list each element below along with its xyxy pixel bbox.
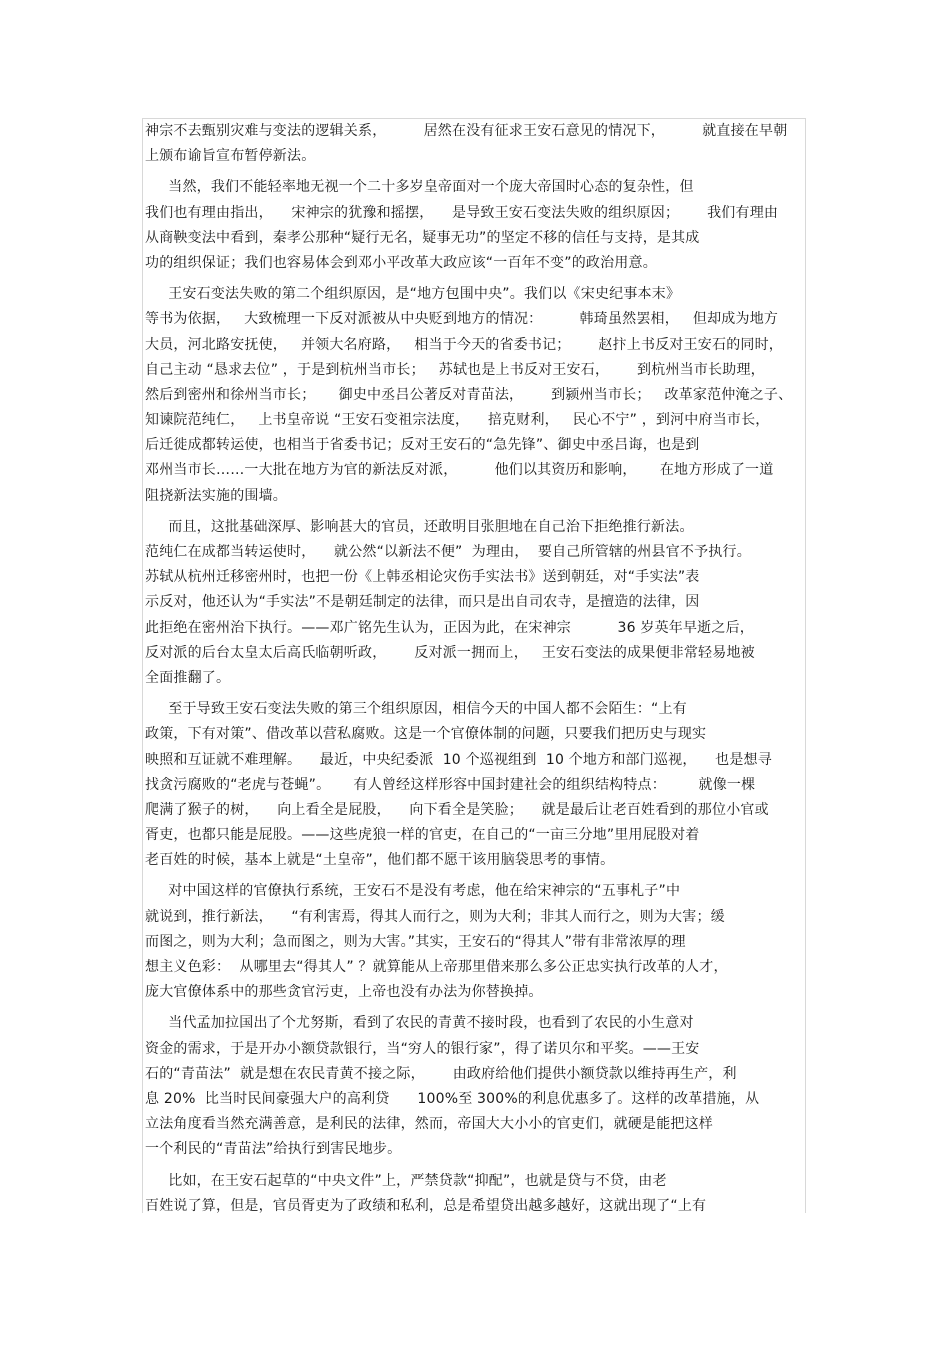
text-line: 石的“青苗法” 就是想在农民青黄不接之际， 由政府给他们提供小额贷款以维持再生产，利 xyxy=(145,1065,737,1082)
text-line: 范纯仁在成都当转运使时， 就公然“以新法不便” 为理由， 要自己所管辖的州县官不予执行。 xyxy=(145,544,751,560)
text-line: 然后到密州和徐州当市长； 御史中丞吕公著反对青苗法， 到颍州当市长； 改革家范仲淹之子、 xyxy=(145,386,793,403)
text-line: 而且，这批基础深厚、影响甚大的官员，还敢明目张胆地在自己治下拒绝推行新法。 xyxy=(145,518,694,535)
text-line: 神宗不去甄别灾难与变法的逻辑关系， 居然在没有征求王安石意见的情况下， 就直接在早朝 xyxy=(145,123,788,139)
text-line: 示反对，他还认为“手实法”不是朝廷制定的法律，而只是出自司农寺，是擅造的法律，因 xyxy=(145,594,700,611)
text-line: 对中国这样的官僚执行系统，王安石不是没有考虑，他在给宋神宗的“五事札子”中 xyxy=(145,883,681,900)
text-line: 立法角度看当然充满善意，是利民的法律，然而，帝国大大小小的官吏们，就硬是能把这样 xyxy=(145,1116,713,1133)
text-line: 就说到，推行新法， “有利害焉，得其人而行之，则为大利；非其人而行之，则为大害；缓 xyxy=(145,908,725,925)
text-line: 功的组织保证；我们也容易体会到邓小平改革大政应该“一百年不变”的政治用意。 xyxy=(145,254,657,271)
text-line: 政策，下有对策”、借改革以营私腐败。这是一个官僚体制的问题，只要我们把历史与现实 xyxy=(145,726,707,743)
text-line: 知谏院范纯仁， 上书皇帝说 “王安石变祖宗法度， 掊克财利， 民心不宁” ，到河中府当市长， xyxy=(145,412,770,429)
text-line: 反对派的后台太皇太后高氏临朝听政， 反对派一拥而上， 王安石变法的成果便非常轻易地被 xyxy=(145,644,755,661)
paragraph xyxy=(145,697,801,873)
text-line: 大员，河北路安抚使， 并领大名府路， 相当于今天的省委书记； 赵抃上书反对王安石的同时， xyxy=(145,336,783,353)
text-line: 比如，在王安石起草的“中央文件”上，严禁贷款“抑配”，也就是贷与不贷，由老 xyxy=(145,1172,667,1189)
paragraph xyxy=(145,175,801,276)
paragraph xyxy=(145,119,801,169)
text-line: 邓州当市长……一大批在地方为官的新法反对派， 他们以其资历和影响， 在地方形成了一道 xyxy=(145,462,774,479)
text-line: 找贪污腐败的“老虎与苍蝇”。 有人曾经这样形容中国封建社会的组织结构特点： 就像一棵 xyxy=(145,776,756,793)
text-line: 息 20% 比当时民间豪强大户的高利贷 100%至 300%的利息优惠多了。这样的改革措施，从 xyxy=(145,1090,760,1107)
paragraph xyxy=(145,1169,801,1219)
text-line: 王安石变法失败的第二个组织原因，是“地方包围中央”。我们以《宋史纪事本末》 xyxy=(145,286,681,303)
document-body xyxy=(145,119,801,1225)
text-line: 全面推翻了。 xyxy=(145,669,231,686)
text-line: 从商鞅变法中看到，秦孝公那种“疑行无名，疑事无功”的坚定不移的信任与支持，是其成 xyxy=(145,229,700,246)
text-line: 爬满了猴子的树， 向上看全是屁股， 向下看全是笑脸； 就是最后让老百姓看到的那位小官或 xyxy=(145,801,769,818)
text-line: 至于导致王安石变法失败的第三个组织原因，相信今天的中国人都不会陌生：“上有 xyxy=(145,701,687,718)
text-line: 老百姓的时候，基本上就是“土皇帝”，他们都不愿干该用脑袋思考的事情。 xyxy=(145,852,615,869)
text-line: 等书为依据， 大致梳理一下反对派被从中央贬到地方的情况： 韩琦虽然罢相， 但却成为地方 xyxy=(145,311,779,328)
paragraph xyxy=(145,879,801,1005)
text-line: 阻挠新法实施的围墙。 xyxy=(145,487,287,504)
text-line: 而图之，则为大利；急而图之，则为大害。”其实，王安石的“得其人”带有非常浓厚的理 xyxy=(145,933,686,950)
text-line: 当然，我们不能轻率地无视一个二十多岁皇帝面对一个庞大帝国时心态的复杂性，但 xyxy=(145,179,694,196)
text-line: 庞大官僚体系中的那些贪官污吏，上帝也没有办法为你替换掉。 xyxy=(145,984,543,1001)
paragraph xyxy=(145,282,801,509)
text-line: 自己主动 “恳求去位” ，于是到杭州当市长； 苏轼也是上书反对王安石， 到杭州当市长助理， xyxy=(145,361,765,378)
text-line: 此拒绝在密州治下执行。——邓广铭先生认为，正因为此，在宋神宗 36 岁英年早逝之后， xyxy=(145,619,754,636)
text-line: 后迁徙成都转运使，也相当于省委书记；反对王安石的“急先锋”、御史中丞吕诲，也是到 xyxy=(145,437,700,454)
text-line: 映照和互证就不难理解。 最近，中央纪委派 10 个巡视组到 10 个地方和部门巡视， 也是想寻 xyxy=(145,751,772,768)
text-line: 资金的需求，于是开办小额贷款银行，当“穷人的银行家”，得了诺贝尔和平奖。——王安 xyxy=(145,1040,700,1057)
paragraph xyxy=(145,515,801,691)
text-line: 胥吏，也都只能是屁股。——这些虎狼一样的官吏，在自己的“一亩三分地”里用屁股对着 xyxy=(145,827,700,844)
text-line: 想主义色彩： 从哪里去“得其人” ？就算能从上帝那里借来那么多公正忠实执行改革的人才， xyxy=(145,959,728,975)
text-line: 上颁布谕旨宣布暂停新法。 xyxy=(145,148,316,165)
text-line: 当代孟加拉国出了个尤努斯，看到了农民的青黄不接时段，也看到了农民的小生意对 xyxy=(145,1015,694,1032)
text-line: 百姓说了算，但是，官员胥吏为了政绩和私利，总是希望贷出越多越好，这就出现了“上有 xyxy=(145,1197,707,1214)
paragraph xyxy=(145,1011,801,1162)
text-line: 我们也有理由指出， 宋神宗的犹豫和摇摆， 是导致王安石变法失败的组织原因； 我们有理由 xyxy=(145,204,779,221)
text-line: 一个利民的“青苗法”给执行到害民地步。 xyxy=(145,1141,402,1158)
text-line: 苏轼从杭州迁移密州时，也把一份《上韩丞相论灾伤手实法书》送到朝廷，对“手实法”表 xyxy=(145,569,700,586)
